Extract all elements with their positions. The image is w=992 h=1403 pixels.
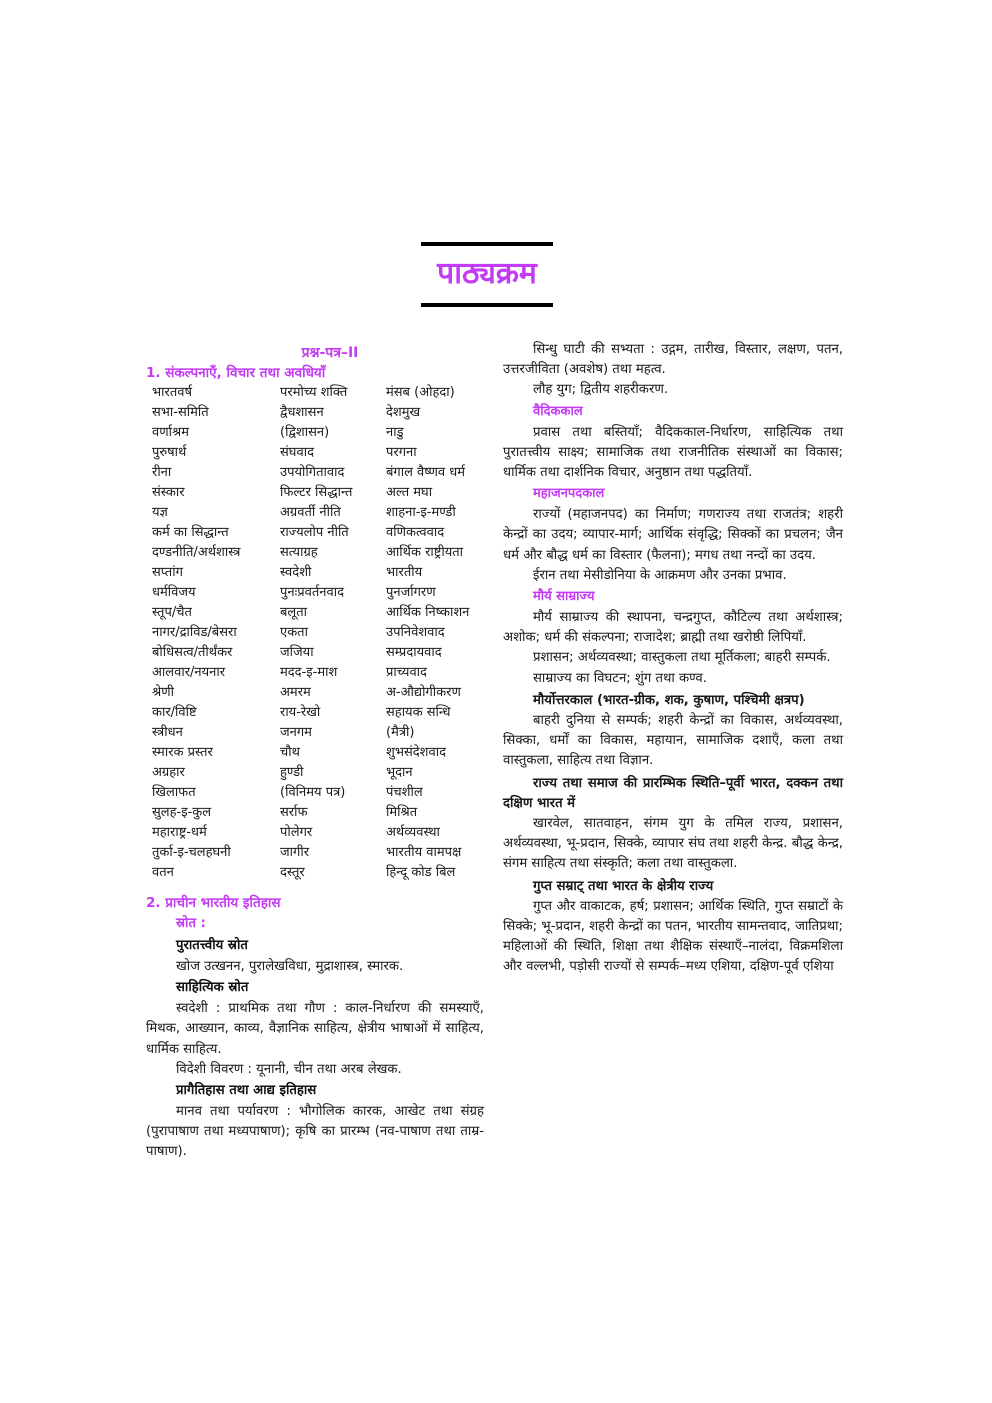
term-item: संस्कार (152, 485, 185, 500)
left-column (146, 343, 484, 1163)
term-item: जजिया (280, 645, 314, 660)
term-item: वतन (152, 865, 174, 880)
term-item: सर्राफ (280, 805, 308, 820)
term-item: सुलह-इ-कुल (152, 805, 212, 820)
term-item: स्तूप/चैत (152, 605, 192, 620)
term-item: उपयोगितावाद (280, 465, 345, 480)
term-item: आलवार/नयनार (152, 665, 226, 680)
term-item: जनगम (280, 725, 312, 740)
term-item: शुभसंदेशवाद (386, 745, 447, 760)
term-item: अग्रवर्ती नीति (280, 505, 341, 520)
maurya-text-1: मौर्य साम्राज्य की स्थापना, चन्द्रगुप्त, कौटिल्य तथा अर्थशास्त्र; अशोक; धर्म की संकल्पना; राजादेश; ब्राह्मी तथा खरोष्ठी लिपियाँ. (503, 610, 843, 646)
term-item: सप्तांग (152, 565, 183, 580)
right-column (503, 340, 843, 978)
term-item: मंसब (ओहदा) (386, 385, 455, 400)
term-item: बोधिसत्व/तीर्थंकर (152, 645, 233, 660)
maurya-heading: मौर्य साम्राज्य (533, 589, 595, 605)
term-item: पुनर्जागरण (386, 585, 436, 600)
term-item: शाहना-इ-मण्डी (386, 505, 456, 520)
term-item: सभा-समिति (152, 405, 209, 420)
literary-sources-text: स्वदेशी : प्राथमिक तथा गौण : काल-निर्धारण की समस्याएँ, मिथक, आख्यान, काव्य, वैज्ञानिक साहित्य, क्षेत्रीय भाषाओं में साहित्य, धार्मिक साहित्य. (146, 1001, 484, 1057)
indus-valley-text: सिन्धु घाटी की सभ्यता : उद्गम, तारीख, विस्तार, लक्षण, पतन, उत्तरजीविता (अवशेष) तथा महत्व. (503, 342, 843, 378)
term-item: राय-रेखो (280, 705, 321, 720)
term-item: दस्तूर (280, 865, 305, 880)
maurya-text-3: साम्राज्य का विघटन; शुंग तथा कण्व. (533, 670, 707, 686)
term-item: मदद-इ-माश (280, 665, 338, 680)
term-item: स्वदेशी (280, 565, 312, 580)
mahajanapada-heading: महाजनपदकाल (533, 486, 605, 502)
term-item: फिल्टर सिद्धान्त (280, 485, 353, 500)
term-item: मिश्रित (386, 805, 418, 820)
term-item: (विनिमय पत्र) (280, 785, 346, 800)
term-item: वर्णाश्रम (152, 425, 189, 440)
term-item: आर्थिक निष्काशन (386, 605, 470, 620)
term-item: उपनिवेशवाद (386, 625, 445, 640)
term-item: परमोच्य शक्ति (280, 385, 348, 400)
gupta-text: गुप्त और वाकाटक, हर्ष; प्रशासन; आर्थिक स्थिति, गुप्त सम्राटों के सिक्के; भू-प्रदान, शहरी केन्द्रों का पतन, भारतीय सामन्तवाद, जातिप्रथा; महिलाओं की स्थिति, शिक्षा तथा शैक्षिक संस्थाएँ–नालंदा, विक्रमशिला और वल्लभी, पड़ोसी राज्यों से सम्पर्क–मध्य एशिया, दक्षिण-पूर्व एशिया (503, 898, 843, 975)
term-item: हुण्डी (280, 765, 304, 780)
early-state-heading: राज्य तथा समाज की प्रारम्भिक स्थिति–पूर्वी भारत, दक्कन तथा दक्षिण भारत में (503, 775, 843, 811)
title-top-rule (421, 242, 553, 246)
term-item: भारतीय वामपक्ष (386, 845, 462, 860)
term-item: भारतवर्ष (152, 385, 192, 400)
term-item: नाडु (386, 425, 404, 440)
title-bottom-rule (421, 303, 553, 307)
term-item: बलूता (280, 605, 308, 620)
early-state-text: खारवेल, सातवाहन, संगम युग के तमिल राज्य, प्रशासन, अर्थव्यवस्था, भू-प्रदान, सिक्के, व्यापार संघ तथा शहरी केन्द्र. बौद्ध केन्द्र, संगम साहित्य तथा संस्कृति; कला तथा वास्तुकला. (503, 816, 843, 872)
section-1-heading: 1. संकल्पनाएँ, विचार तथा अवधियाँ (146, 365, 326, 381)
vedic-text: प्रवास तथा बस्तियाँ; वैदिककाल-निर्धारण, साहित्यिक तथा पुरातत्त्वीय साक्ष्य; सामाजिक तथा राजनीतिक संस्थाओं का विकास; धार्मिक तथा दार्शनिक विचार, अनुष्ठान तथा पद्धतियाँ. (503, 424, 843, 481)
term-item: आर्थिक राष्ट्रीयता (386, 545, 464, 560)
term-item: हिन्दू कोड बिल (386, 865, 456, 880)
term-item: (द्विशासन) (280, 425, 330, 440)
term-item: पंचशील (386, 785, 423, 800)
term-item: चौथ (280, 745, 300, 760)
term-item: दण्डनीति/अर्थशास्त्र (152, 545, 241, 560)
term-item: भारतीय (386, 565, 423, 580)
term-item: (मैत्री) (386, 725, 415, 740)
term-item: भूदान (386, 765, 413, 780)
archaeological-sources-heading: पुरातत्त्वीय स्रोत (176, 938, 248, 953)
terms-grid (152, 383, 484, 883)
prehistory-text: मानव तथा पर्यावरण : भौगोलिक कारक, आखेट तथा संग्रह (पुरापाषाण तथा मध्यपाषाण); कृषि का प्रारम्भ (नव-पाषाण तथा ताम्र-पाषाण). (146, 1104, 484, 1160)
page-title: पाठ्यक्रम (437, 256, 537, 291)
term-item: यज्ञ (152, 505, 168, 520)
term-item: अमरम (280, 685, 311, 700)
term-item: सहायक सन्धि (386, 705, 451, 720)
term-item: सम्प्रदायवाद (386, 645, 442, 660)
paper-heading: प्रश्न-पत्र–II (301, 345, 359, 361)
section-2-heading: 2. प्राचीन भारतीय इतिहास (146, 895, 281, 911)
vedic-heading: वैदिककाल (533, 403, 583, 419)
archaeological-sources-text: खोज उत्खनन, पुरालेखविधा, मुद्राशास्त्र, स्मारक. (176, 959, 404, 974)
term-item: संघवाद (280, 445, 314, 460)
term-item: वणिकत्ववाद (386, 525, 445, 540)
literary-sources-heading: साहित्यिक स्रोत (176, 980, 249, 996)
mahajanapada-text: राज्यों (महाजनपद) का निर्माण; गणराज्य तथा राजतंत्र; शहरी केन्द्रों का उदय; व्यापार-मार्ग; आर्थिक संवृद्धि; सिक्कों का प्रचलन; जैन धर्म और बौद्ध धर्म का विस्तार (फैलना); मगध तथा नन्दों का उदय. (503, 507, 843, 563)
term-item: अर्थव्यवस्था (386, 825, 440, 840)
post-maurya-text: बाहरी दुनिया से सम्पर्क; शहरी केन्द्रों का विकास, अर्थव्यवस्था, सिक्का, धर्मों का विकास, महायान, सामाजिक दशाएँ, कला तथा वास्तुकला, साहित्य तथा विज्ञान. (503, 713, 843, 769)
post-maurya-heading: मौर्योत्तरकाल (भारत-ग्रीक, शक, कुषाण, पश्चिमी क्षत्रप) (533, 692, 805, 708)
term-item: प्राच्यवाद (386, 665, 427, 680)
term-item: कर्म का सिद्धान्त (152, 525, 229, 540)
term-item: पुरुषार्थ (152, 445, 187, 460)
maurya-text-2: प्रशासन; अर्थव्यवस्था; वास्तुकला तथा मूर्तिकला; बाहरी सम्पर्क. (533, 650, 831, 666)
term-item: अ-औद्योगीकरण (386, 685, 461, 700)
foreign-accounts-text: विदेशी विवरण : यूनानी, चीन तथा अरब लेखक. (176, 1061, 402, 1077)
prehistory-heading: प्रागैतिहास तथा आद्य इतिहास (176, 1083, 317, 1099)
term-item: कार/विष्टि (152, 705, 197, 720)
term-item: सत्याग्रह (280, 545, 318, 560)
term-item: राज्यलोप नीति (280, 525, 349, 540)
term-item: बंगाल वैष्णव धर्म (386, 465, 465, 480)
iron-age-text: लौह युग; द्वितीय शहरीकरण. (533, 382, 669, 398)
term-item: तुर्का-इ-चलहघनी (152, 845, 231, 860)
term-item: देशमुख (386, 405, 421, 420)
term-item: स्त्रीधन (152, 725, 183, 740)
term-item: जागीर (280, 845, 310, 860)
term-item: अल्त मघा (386, 485, 433, 500)
term-item: नागर/द्राविड/बेसरा (152, 625, 237, 640)
gupta-heading: गुप्त सम्राट् तथा भारत के क्षेत्रीय राज्य (533, 878, 714, 894)
term-item: श्रेणी (152, 685, 174, 700)
term-item: धर्मविजय (152, 585, 196, 600)
invasion-text: ईरान तथा मेसीडोनिया के आक्रमण और उनका प्रभाव. (533, 567, 787, 583)
term-item: द्वैधशासन (280, 405, 324, 420)
term-item: पोलेगर (280, 825, 313, 840)
term-item: खिलाफत (152, 785, 196, 800)
sources-label: स्रोत : (176, 916, 206, 931)
term-item: अग्रहार (152, 765, 185, 780)
term-item: परगना (386, 445, 417, 460)
term-item: रीना (152, 465, 172, 480)
term-item: स्मारक प्रस्तर (152, 745, 213, 760)
page-title-block (421, 242, 553, 307)
term-item: पुनःप्रवर्तनवाद (280, 585, 344, 600)
term-item: एकता (280, 625, 308, 640)
term-item: महाराष्ट्र-धर्म (152, 825, 207, 840)
